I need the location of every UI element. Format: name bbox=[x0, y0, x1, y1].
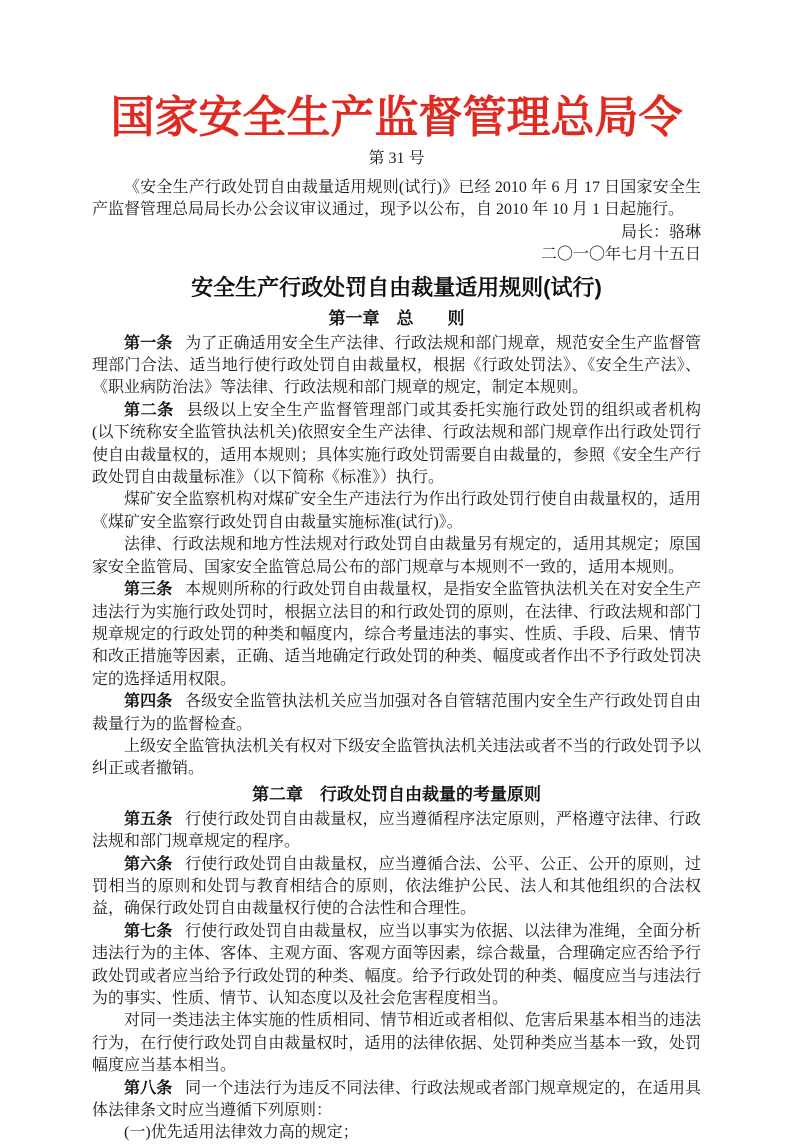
article-text: 对同一类违法主体实施的性质相同、情节相近或者相似、危害后果基本相当的违法行为，在行使行政处罚自由裁量权时，适用的法律依据、处罚种类应当基本一致，处罚幅度应当基本相当。 bbox=[92, 1012, 701, 1075]
article-label: 第二条 bbox=[124, 401, 174, 419]
article-paragraph bbox=[92, 333, 701, 400]
article-paragraph bbox=[92, 736, 701, 781]
chapter-section bbox=[92, 307, 701, 781]
article-text: 法律、行政法规和地方性法规对行政处罚自由裁量另有规定的，适用其规定；原国家安全监管局、国家安全监管总局公布的部门规章与本规则不一致的，适用本规则。 bbox=[92, 536, 701, 576]
article-text: 各级安全监管执法机关应当加强对各自管辖范围内安全生产行政处罚自由裁量行为的监督检查。 bbox=[92, 693, 701, 733]
document-title: 安全生产行政处罚自由裁量适用规则(试行) bbox=[191, 274, 602, 300]
article-paragraph bbox=[92, 809, 701, 854]
article-text: 行使行政处罚自由裁量权，应当遵循合法、公平、公正、公开的原则，过罚相当的原则和处罚与教育相结合的原则，依法维护公民、法人和其他组织的合法权益，确保行政处罚自由裁量权行使的合法性和合理性。 bbox=[92, 855, 701, 918]
article-label: 第三条 bbox=[124, 581, 173, 599]
article-paragraph bbox=[92, 691, 701, 736]
article-text: 同一个违法行为违反不同法律、行政法规或者部门规章规定的，在适用具体法律条文时应当遵循下列原则： bbox=[92, 1079, 701, 1120]
article-text: 煤矿安全监察机构对煤矿安全生产违法行为作出行政处罚行使自由裁量权的，适用《煤矿安全监察行政处罚自由裁量实施标准(试行)》。 bbox=[92, 491, 701, 531]
masthead-title: 国家安全生产监督管理总局令 bbox=[110, 93, 683, 142]
article-text: 本规则所称的行政处罚自由裁量权，是指安全监管执法机关在对安全生产违法行为实施行政处罚时，根据立法目的和行政处罚的原则，在法律、行政法规和部门规章规定的行政处罚的种类和幅度内，综合考量违法的事实、性质、手段、后果、情节和改正措施等因素，正确、适当地确定行政处罚的种类、幅度或者作出不予行政处罚决定的选择适用权限。 bbox=[92, 581, 701, 688]
article-text: 为了正确适用安全生产法律、行政法规和部门规章，规范安全生产监督管理部门合法、适当地行使行政处罚自由裁量权，根据《行政处罚法》、《安全生产法》、《职业病防治法》等法律、行政法规和部门规章的规定，制定本规则。 bbox=[92, 334, 701, 397]
article-paragraph bbox=[92, 1010, 701, 1077]
article-label: 第六条 bbox=[124, 855, 173, 873]
article-paragraph bbox=[92, 400, 701, 490]
article-paragraph bbox=[92, 921, 701, 1011]
article-paragraph bbox=[92, 1078, 701, 1123]
article-text: (一)优先适用法律效力高的规定； bbox=[124, 1124, 359, 1142]
article-text: 上级安全监管执法机关有权对下级安全监管执法机关违法或者不当的行政处罚予以纠正或者撤销。 bbox=[92, 737, 701, 778]
chapter-body bbox=[92, 333, 701, 781]
chapter-section bbox=[92, 783, 701, 1145]
order-number: 第 31 号 bbox=[368, 150, 425, 167]
chapter-body bbox=[92, 809, 701, 1145]
chapter-heading: 第二章 行政处罚自由裁量的考量原则 bbox=[252, 784, 541, 804]
chapter-heading: 第一章 总 则 bbox=[328, 308, 465, 328]
article-label: 第五条 bbox=[124, 810, 173, 828]
article-paragraph bbox=[92, 534, 701, 579]
article-paragraph bbox=[92, 579, 701, 691]
article-text: 行使行政处罚自由裁量权，应当以事实为依据、以法律为准绳，全面分析违法行为的主体、客体、主观方面、客观方面等因素，综合裁量，合理确定应否给予行政处罚或者应当给予行政处罚的种类、幅度。给予行政处罚的种类、幅度应当与违法行为的事实、性质、情节、认知态度以及社会危害程度相当。 bbox=[92, 922, 701, 1007]
signature-name: 局长：骆琳 bbox=[620, 223, 701, 241]
article-text: 行使行政处罚自由裁量权，应当遵循程序法定原则，严格遵守法律、行政法规和部门规章规定的程序。 bbox=[92, 810, 701, 851]
article-label: 第一条 bbox=[124, 334, 173, 352]
signature-date: 二〇一〇年七月十五日 bbox=[540, 246, 701, 264]
article-label: 第八条 bbox=[124, 1079, 173, 1097]
article-label: 第四条 bbox=[124, 693, 173, 711]
chapters-container bbox=[92, 307, 701, 1145]
preamble-paragraph: 《安全生产行政处罚自由裁量适用规则(试行)》已经 2010 年 6 月 17 日国家安全生产监督管理总局局长办公会议审议通过，现予以公布，自 2010 年 10 月 1 日起施行。 bbox=[92, 179, 701, 219]
article-paragraph bbox=[92, 1122, 701, 1144]
article-label: 第七条 bbox=[124, 922, 173, 940]
article-paragraph bbox=[92, 854, 701, 921]
article-paragraph bbox=[92, 489, 701, 534]
article-text: 县级以上安全生产监督管理部门或其委托实施行政处罚的组织或者机构(以下统称安全监管执法机关)依照安全生产法律、行政法规和部门规章作出行政处罚行使自由裁量权的，适用本规则；具体实施行政处罚需要自由裁量的，参照《安全生产行政处罚自由裁量标准》（以下简称《标准》）执行。 bbox=[92, 401, 701, 487]
